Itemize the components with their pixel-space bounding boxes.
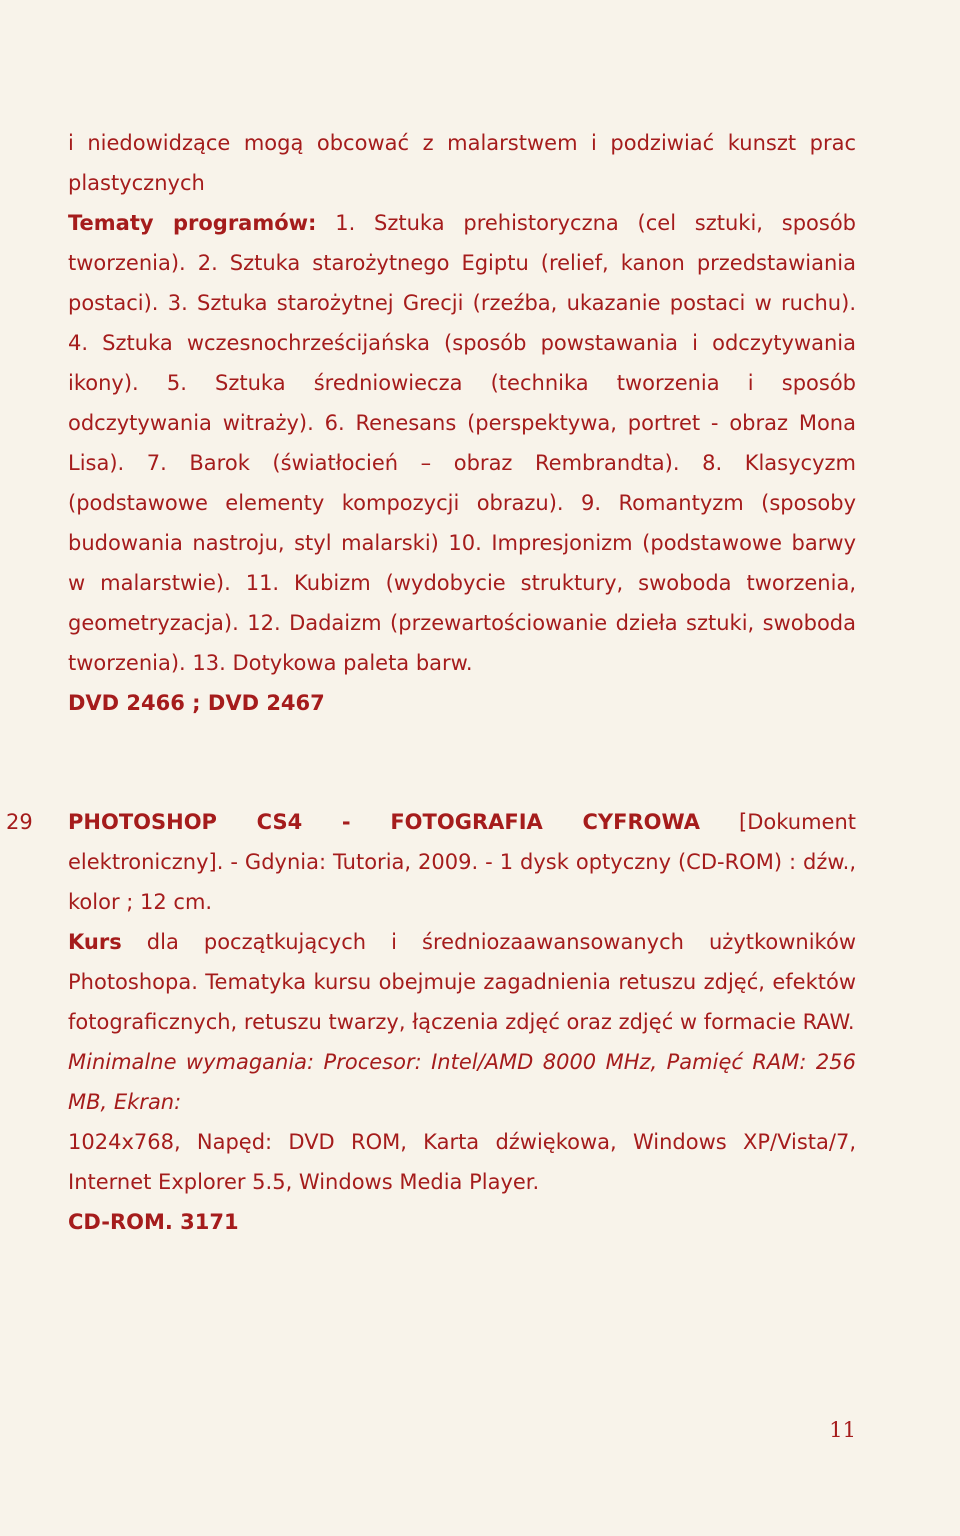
entry-29 [68,802,856,1242]
topics-text: 1. Sztuka prehistoryczna (cel sztuki, sposób tworzenia). 2. Sztuka starożytnego Egiptu (relief, kanon przedstawiania postaci). 3. Sztuka starożytnej Grecji (rzeźba, ukazanie postaci w ruchu). 4. Sztuka wczesnochrześcijańska (sposób powstawania i odczytywania ikony). 5. Sztuka średniowiecza (technika tworzenia i sposób odczytywania witraży). 6. Renesans (perspektywa, portret - obraz Mona Lisa). 7. Barok (światłocień – obraz Rembrandta). 8. Klasycyzm (podstawowe elementy kompozycji obrazu). 9. Romantyzm (sposoby budowania nastroju, styl malarski) 10. Impresjonizm (podstawowe barwy w malarstwie). 11. Kubizm (wydobycie struktury, swoboda tworzenia, geometryzacja). 12. Dadaizm (przewartościowanie dzieła sztuki, swoboda tworzenia). 13. Dotykowa paleta barw. [68,211,856,675]
summary-label: Kurs [68,930,122,954]
intro-text: i niedowidzące mogą obcować z malarstwem i podziwiać kunszt prac plastycznych [68,131,856,195]
entry-continuation [68,123,856,723]
entry-description: [Dokument elektroniczny]. - Gdynia: Tutoria, 2009. - 1 dysk optyczny (CD-ROM) : dźw., kolor ; 12 cm. [68,810,856,914]
entry-title: PHOTOSHOP CS4 - FOTOGRAFIA CYFROWA [68,810,700,834]
call-number-prev: DVD 2466 ; DVD 2467 [68,691,325,715]
entry-number: 29 [6,810,33,834]
entry-title-paragraph [68,802,856,922]
requirements-text: Minimalne wymagania: Procesor: Intel/AMD 8000 MHz, Pamięć RAM: 256 MB, Ekran: [68,1050,856,1114]
requirements-continuation: 1024x768, Napęd: DVD ROM, Karta dźwiękowa, Windows XP/Vista/7, Internet Explorer 5.5, Windows Media Player. [68,1130,856,1194]
intro-paragraph [68,123,856,203]
topics-paragraph [68,203,856,683]
page-number: 11 [829,1418,856,1442]
summary-paragraph [68,922,856,1042]
topics-label: Tematy programów: [68,211,317,235]
summary-text: dla początkujących i średniozaawansowanych użytkowników Photoshopa. Tematyka kursu obejmuje zagadnienia retuszu zdjęć, efektów fotograficznych, retuszu twarzy, łączenia zdjęć oraz zdjęć w formacie RAW. [68,930,856,1034]
call-number: CD-ROM. 3171 [68,1210,239,1234]
